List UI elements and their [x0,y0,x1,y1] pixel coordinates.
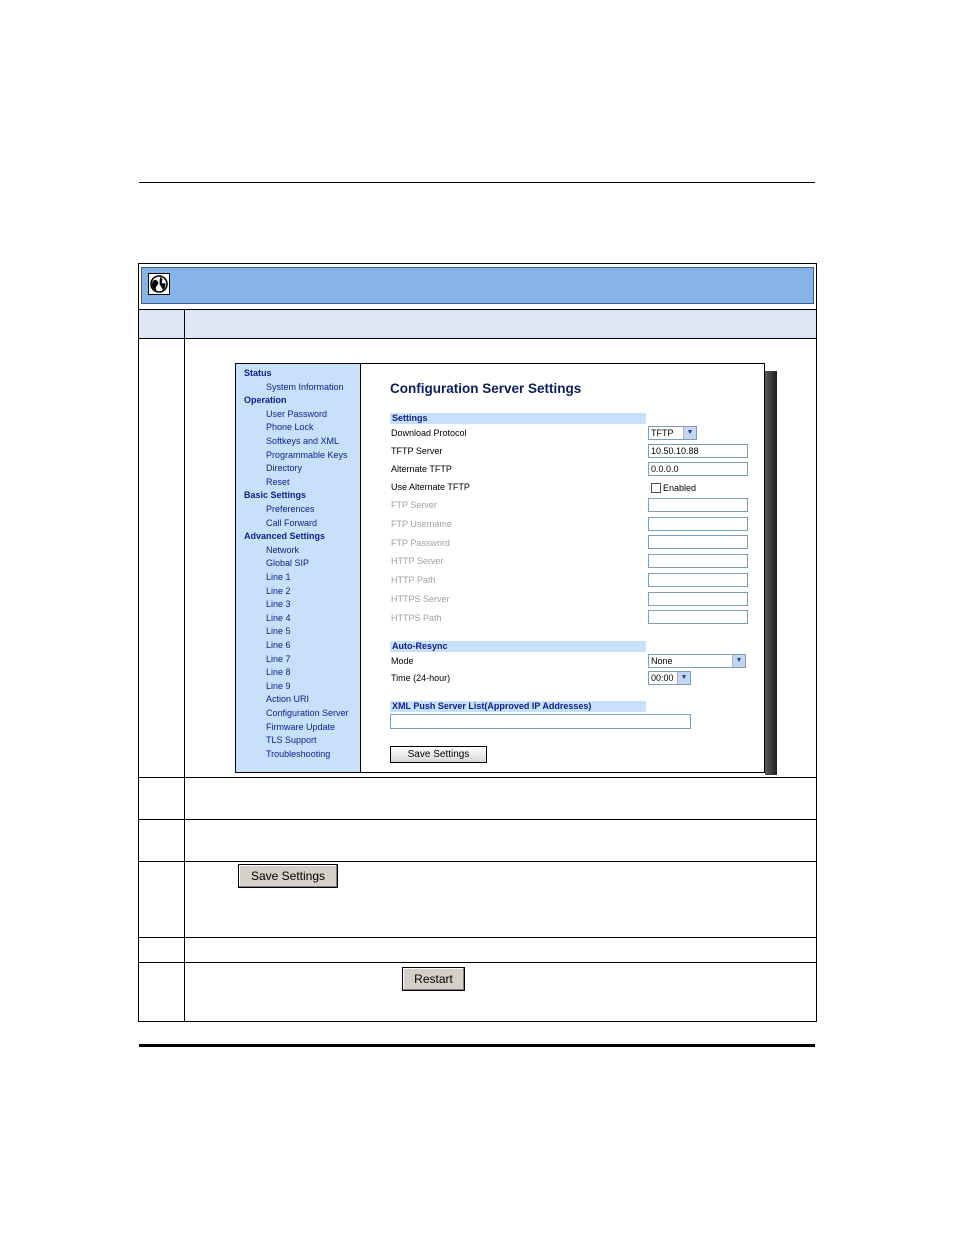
use-alternate-tftp-label: Use Alternate TFTP [391,482,470,492]
screenshot-shadow [765,371,777,775]
sidebar-item-call-forward[interactable]: Call Forward [266,517,318,528]
https-path-field[interactable] [648,610,748,624]
table-header-row [139,309,816,339]
http-server-label: HTTP Server [391,556,444,566]
bottom-rule [139,1044,815,1047]
section-settings: Settings [390,413,646,424]
sidebar-item-programmable-keys[interactable]: Programmable Keys [266,449,348,460]
sidebar-item-user-password[interactable]: User Password [266,408,328,419]
sidebar-nav [236,364,361,772]
ftp-password-field[interactable] [648,535,748,549]
sidebar-item-reset[interactable]: Reset [266,476,290,487]
ftp-username-field[interactable] [648,517,748,531]
tftp-server-label: TFTP Server [391,446,443,456]
sidebar-category-status: Status [244,368,272,378]
ftp-server-field[interactable] [648,498,748,512]
ftp-username-label: FTP Username [391,519,452,529]
section-xml-push: XML Push Server List(Approved IP Addresses) [390,701,646,712]
row-divider [139,861,816,862]
sidebar-item-line-7[interactable]: Line 7 [266,653,291,664]
sidebar-item-tls-support[interactable]: TLS Support [266,735,317,746]
https-server-label: HTTPS Server [391,594,450,604]
sidebar-item-line-1[interactable]: Line 1 [266,572,291,582]
restart-button[interactable]: Restart [402,967,465,991]
sidebar-item-line-6[interactable]: Line 6 [266,640,291,650]
row-divider [139,777,816,778]
use-alternate-tftp-checkbox[interactable] [651,483,661,493]
sidebar-item-directory[interactable]: Directory [266,463,303,474]
configuration-server-screen [235,363,765,773]
ftp-server-label: FTP Server [391,500,437,510]
chevron-down-icon: ▼ [732,655,745,667]
sidebar-item-action-uri[interactable]: Action URI [266,694,310,705]
sidebar-item-troubleshooting[interactable]: Troubleshooting [266,748,331,759]
top-rule [139,182,815,183]
https-server-field[interactable] [648,592,748,606]
sidebar-category-advanced-settings: Advanced Settings [244,531,326,542]
time-select[interactable]: 00:00 ▼ [648,671,691,685]
sidebar-category-operation: Operation [244,395,287,406]
ftp-password-label: FTP Password [391,538,450,548]
sidebar-item-line-2[interactable]: Line 2 [266,585,291,596]
step-column-divider [184,309,185,1021]
mode-label: Mode [391,656,414,666]
time-label: Time (24-hour) [391,673,451,683]
sidebar-item-softkeys-and-xml[interactable]: Softkeys and XML [266,436,340,446]
chevron-down-icon: ▼ [677,672,690,684]
sidebar-item-line-8[interactable]: Line 8 [266,667,291,678]
chevron-down-icon: ▼ [683,427,696,439]
mode-select[interactable]: None ▼ [648,654,746,668]
page-title: Configuration Server Settings [390,381,582,396]
row-divider [139,937,816,938]
sidebar-item-phone-lock[interactable]: Phone Lock [266,422,314,433]
alternate-tftp-field[interactable]: 0.0.0.0 [648,462,748,476]
sidebar-item-global-sip[interactable]: Global SIP [266,558,310,569]
http-path-label: HTTP Path [391,575,436,585]
sidebar-item-line-9[interactable]: Line 9 [266,680,291,691]
sidebar-item-line-5[interactable]: Line 5 [266,626,291,637]
http-path-field[interactable] [648,573,748,587]
tftp-server-field[interactable]: 10.50.10.88 [648,444,748,458]
sidebar-item-network[interactable]: Network [266,544,300,555]
sidebar-item-line-4[interactable]: Line 4 [266,612,291,623]
enabled-label: Enabled [663,483,697,493]
sidebar-category-basic-settings: Basic Settings [244,490,307,501]
https-path-label: HTTPS Path [391,613,442,623]
row-divider [139,962,816,963]
sidebar-item-line-3[interactable]: Line 3 [266,599,291,610]
download-protocol-label: Download Protocol [391,428,467,438]
http-server-field[interactable] [648,554,748,568]
section-auto-resync: Auto-Resync [390,641,646,652]
globe-icon [148,273,170,295]
sidebar-item-preferences[interactable]: Preferences [266,504,315,514]
alternate-tftp-label: Alternate TFTP [391,464,452,474]
xml-push-server-field[interactable] [390,714,691,729]
save-settings-button[interactable]: Save Settings [238,864,338,888]
download-protocol-select[interactable]: TFTP ▼ [648,426,697,440]
save-settings-button[interactable]: Save Settings [390,746,487,763]
sidebar-item-configuration-server[interactable]: Configuration Server [266,708,349,718]
procedure-banner [141,267,814,304]
sidebar-item-firmware-update[interactable]: Firmware Update [266,721,336,732]
row-divider [139,819,816,820]
sidebar-item-system-information[interactable]: System Information [266,381,344,392]
